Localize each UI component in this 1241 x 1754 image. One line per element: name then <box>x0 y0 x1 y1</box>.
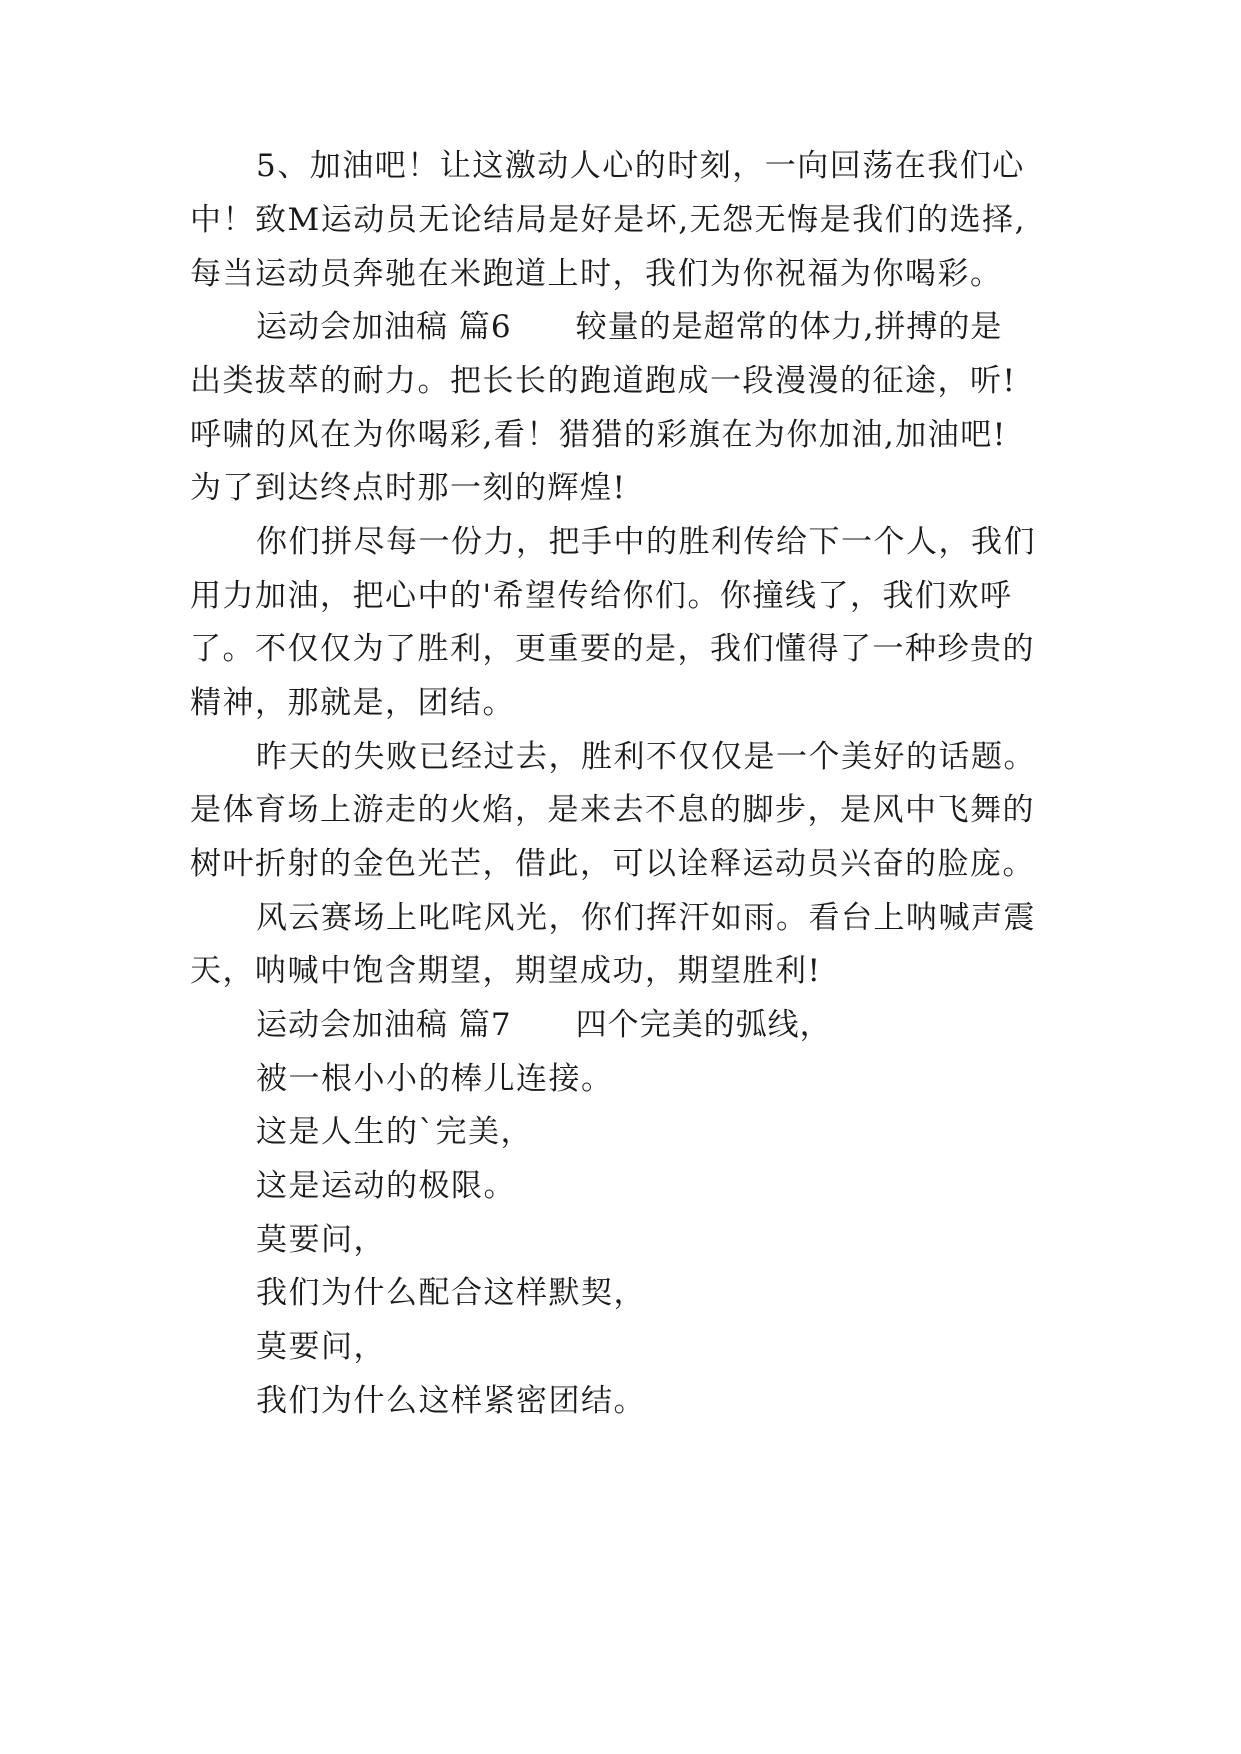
text-line: 中！致M运动员无论结局是好是坏,无怨无悔是我们的选择, <box>190 202 1026 238</box>
text-line: 风云赛场上叱咤风光，你们挥汗如雨。看台上呐喊声震 <box>256 900 1036 936</box>
text-line: 了。不仅仅为了胜利，更重要的是，我们懂得了一种珍贵的 <box>190 631 1035 667</box>
text-line: 为了到达终点时那一刻的辉煌! <box>190 470 627 506</box>
text-line: 呼啸的风在为你喝彩,看！猎猎的彩旗在为你加油,加油吧! <box>190 417 1007 453</box>
text-line: 精神，那就是，团结。 <box>190 685 515 721</box>
text-line: 树叶折射的金色光芒，借此，可以诠释运动员兴奋的脸庞。 <box>190 846 1035 882</box>
poem-line: 我们为什么配合这样默契， <box>256 1275 646 1311</box>
text-line: 用力加油，把心中的'希望传给你们。你撞线了，我们欢呼 <box>190 578 1013 614</box>
text-line: 你们拼尽每一份力，把手中的胜利传给下一个人，我们 <box>256 524 1036 560</box>
text-line: 出类拔萃的耐力。把长长的跑道跑成一段漫漫的征途，听! <box>190 363 1017 399</box>
text-line: 每当运动员奔驰在米跑道上时，我们为你祝福为你喝彩。 <box>190 256 1003 292</box>
poem-line: 这是人生的`完美， <box>256 1114 533 1150</box>
section-heading-line: 运动会加油稿 篇7 四个完美的弧线， <box>256 1007 832 1043</box>
text-line: 天，呐喊中饱含期望，期望成功，期望胜利! <box>190 953 822 989</box>
poem-line: 莫要问， <box>256 1222 386 1258</box>
section-heading-line: 运动会加油稿 篇6 较量的是超常的体力,拼搏的是 <box>256 309 1003 345</box>
poem-line: 莫要问， <box>256 1329 386 1365</box>
poem-line: 我们为什么这样紧密团结。 <box>256 1383 646 1419</box>
poem-line: 这是运动的极限。 <box>256 1168 516 1204</box>
text-line: 5、加油吧！让这激动人心的时刻，一向回荡在我们心 <box>256 148 1025 184</box>
text-line: 昨天的失败已经过去，胜利不仅仅是一个美好的话题。 <box>256 739 1036 775</box>
text-line: 是体育场上游走的火焰，是来去不息的脚步，是风中飞舞的 <box>190 792 1035 828</box>
poem-line: 被一根小小的棒儿连接。 <box>256 1061 614 1097</box>
